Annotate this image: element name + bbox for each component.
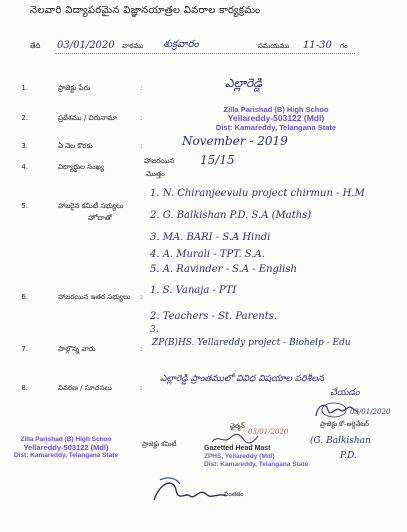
day-value: శుక్రవారం [163,39,199,50]
headmaster-stamp [204,445,308,469]
headmaster-stamp-line1: Gazetted Head Mast [204,445,271,452]
row-1-label: ప్రాజెక్టు పేరు [58,84,91,92]
committee-member-5: 5. A. Ravinder - S.A - English [150,264,297,275]
row-8-colon: : [140,384,143,392]
school-stamp-bottom [0,436,132,460]
row-6-colon: : [140,293,143,301]
row-1-number: 1. [21,84,28,92]
day-label: వారము [122,42,144,50]
row-8-label: వివరణ / సూచనలు [58,384,112,392]
school-stamp-line3: Dist: Kamareddy, Telangana State [215,123,337,132]
participants-value: ZP(B)HS. Yellareddy project - Biohelp - Edu [152,338,351,348]
school-stamp-line2: Yellareddy-503122 (Mdl) [227,113,325,123]
row-3-colon: : [140,142,143,150]
committee-member-4: 4. A. Murali - TPT. S.A. [150,249,265,260]
school-stamp [186,105,366,132]
row-2-colon: : [140,114,143,122]
bottom-label: సంతకం [224,490,244,498]
other-member-2: 2. Teachers - St. Parents. [150,311,278,322]
row-3-label: ఏ నెల కొరకు [58,142,93,150]
coordinator-name: (G. Balkishan [310,436,371,446]
committee-member-3: 3. MA. BARI - S.A Hindi [150,232,271,243]
row-4-sub2: మొత్తం [146,170,165,178]
bottom-signature [150,474,230,508]
row-5-sub1: హోదాతో [88,214,112,222]
time-unit: గం [340,42,348,50]
other-member-1: 1. S. Vanaja - PTI [150,285,237,296]
chairman-label: ఛైర్మన్ [230,422,245,430]
school-stamp-line1: Zilla Parishad (B) High Schoo [223,105,329,114]
headmaster-stamp-line2: ZPHS, Yellareddy (Mdl) [204,453,275,460]
remarks-line-2: చేయడం [330,388,360,398]
row-7-number: 7. [21,345,28,353]
remarks-line-1: ఎల్లారెడ్డి ప్రాంతములో వివిధ విషయాల పరిశీలన [160,374,325,384]
time-value: 11-30 [303,40,332,51]
chairman-signature [210,432,260,446]
school-stamp-bottom-line3: Dist: Kamareddy, Telangana State [13,452,119,459]
row-7-colon: : [140,345,143,353]
row-2-label: ప్రదేశము / చిరునామా [58,114,118,122]
project-name-value: ఎల్లారెడ్డి [225,76,263,90]
committee-label: ప్రాజెక్టు కమిటీ [142,440,177,448]
row-4-label: విద్యార్థుల సంఖ్య [58,163,105,171]
header-rule [55,53,355,54]
coordinator-sign-date: 03/01/2020 [350,408,391,416]
date-value: 03/01/2020 [57,40,115,51]
row-8-number: 8. [21,384,28,392]
row-5-number: 5. [21,202,28,210]
row-6-number: 6. [21,293,28,301]
student-count-value: 15/15 [200,153,235,167]
row-5-label: హాజరైన కమిటీ సభ్యులు [58,202,124,210]
row-7-label: పాల్గొన్న వారు [58,345,96,353]
row-2-number: 2. [21,114,28,122]
coordinator-role: P.D. [340,451,357,461]
school-stamp-bottom-line2: Yellareddy-503122 (Mdl) [23,443,109,452]
row-6-label: హాజరయిన ఇతర సభ్యులు [58,293,131,301]
row-1-colon: : [140,84,143,92]
time-label: సమయము [258,42,290,50]
row-3-number: 3. [21,142,28,150]
page-title: నెలవారి విద్యాపరమైన విజ్ఞానయాత్రల వివరాల కార్యక్రమం [30,5,261,16]
row-4-sub1: హాజరయిన [144,157,175,165]
other-member-3: 3. [150,325,159,335]
headmaster-stamp-line3: Dist: Kamareddy, Telangana State [204,461,309,468]
coordinator-label: ప్రాజెక్టు కో-ఆర్డినేటర్ [320,420,370,428]
row-4-number: 4. [21,163,28,171]
chairman-date: 03/01/2020 [248,428,289,436]
month-value: November - 2019 [182,134,288,148]
date-label: తేది [30,42,41,50]
committee-member-1: 1. N. Chiranjeevulu project chirmun - H.M [150,188,365,199]
school-stamp-bottom-line1: Zilla Parishad (B) High Schoo [20,436,112,443]
committee-member-2: 2. G. Balkishan P.D. S.A (Maths) [150,210,312,221]
